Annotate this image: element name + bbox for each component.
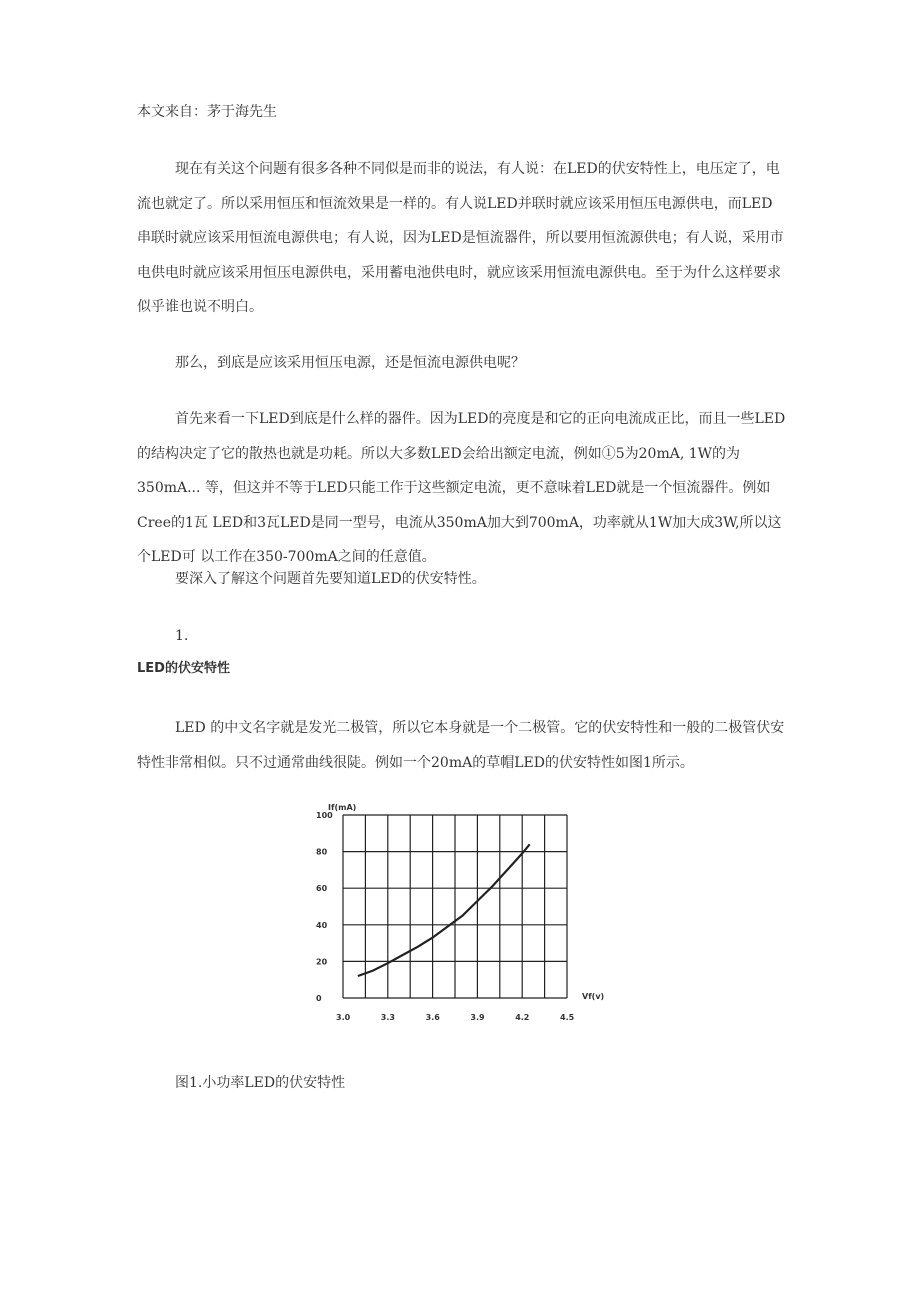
y-tick-label: 100 (316, 811, 333, 820)
x-tick-label: 3.3 (380, 1013, 395, 1022)
chart-grid (343, 815, 567, 998)
paragraph-5: LED 的中文名字就是发光二极管，所以它本身就是一个二极管。它的伏安特性和一般的二极管伏安 特性非常相似。只不过通常曲线很陡。例如一个20mA的草帽LED的伏安特性如图1所示。 (137, 720, 785, 771)
x-tick-label: 3.6 (425, 1013, 440, 1022)
y-tick-label: 60 (316, 884, 328, 894)
led-vi-chart (300, 780, 620, 1030)
x-axis-label: Vf(v) (582, 992, 605, 1001)
x-tick-label: 3.0 (336, 1013, 351, 1022)
x-tick-label: 3.9 (470, 1013, 485, 1022)
paragraph-4: 要深入了解这个问题首先要知道LED的伏安特性。 (175, 571, 486, 587)
vi-curve (358, 844, 530, 976)
source-line: 本文来自：茅于海先生 (137, 104, 277, 120)
x-tick-label: 4.5 (560, 1013, 575, 1022)
figure-caption: 图1.小功率LED的伏安特性 (175, 1075, 346, 1091)
paragraph-2: 那么，到底是应该采用恒压电源，还是恒流电源供电呢？ (175, 355, 525, 371)
section-heading: LED的伏安特性 (137, 661, 230, 676)
y-tick-label: 0 (316, 994, 322, 1003)
y-tick-label: 20 (316, 957, 328, 967)
paragraph-1: 现在有关这个问题有很多各种不同似是而非的说法，有人说：在LED的伏安特性上，电压定了，电 流也就定了。所以采用恒压和恒流效果是一样的。有人说LED并联时就应该采用恒压电源供电，而LED 串联时就应该采用恒流电源供电；有人说，因为LED是恒流器件，所以要用恒流源供电；有人说，采用市 电供电时就应该采用恒压电源供电，采用蓄电池供电时，就应该采用恒流电源供电。至于为什么这样要求 似乎谁也说不明白。 (137, 161, 784, 315)
y-tick-label: 80 (316, 847, 328, 857)
paragraph-3: 首先来看一下LED到底是什么样的器件。因为LED的亮度是和它的正向电流成正比，而且一些LED 的结构决定了它的散热也就是功耗。所以大多数LED会给出额定电流，例如①5为20mA, 1W的为350mA... 等，但这并不等于LED只能工作于这些额定电流，更不意味着LED就是一个恒流器件。例如Cree的1瓦 LED和3瓦LED是同一型号，电流从350mA加大到700mA，功率就从1W加大成3W,所以这个LED可 以工作在350-700mA之间的任意值。 (137, 411, 786, 565)
list-number: 1. (175, 628, 189, 644)
y-tick-label: 40 (316, 920, 328, 930)
x-tick-label: 4.2 (515, 1013, 530, 1022)
y-axis-label: If(mA) (328, 803, 357, 812)
